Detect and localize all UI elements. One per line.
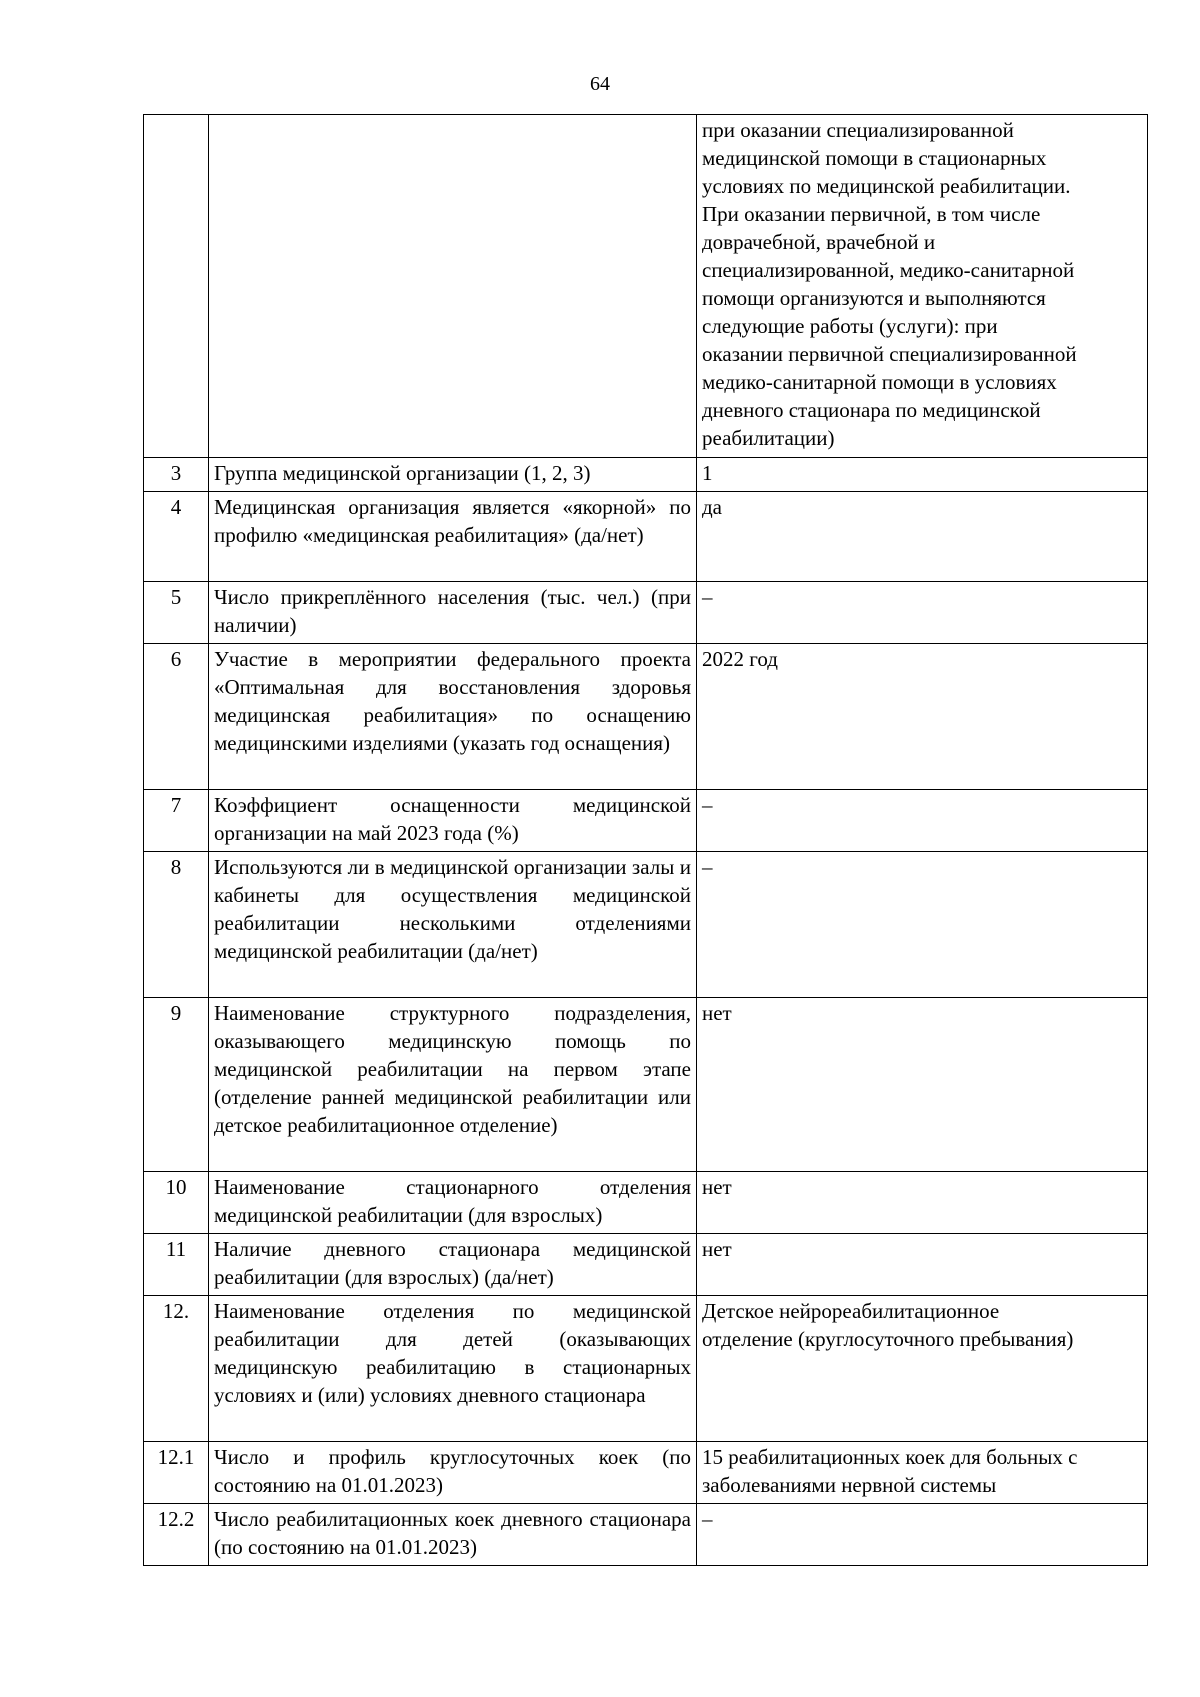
row-number: 7 — [144, 790, 209, 852]
parameter-cell — [209, 852, 697, 998]
value-text: – — [702, 1507, 713, 1531]
row-number: 5 — [144, 582, 209, 644]
value-cell — [697, 1296, 1148, 1442]
value-cell — [697, 458, 1148, 492]
value-cell — [697, 1442, 1148, 1504]
parameter-cell — [209, 998, 697, 1172]
row-number: 12. — [144, 1296, 209, 1442]
parameter-text: Используются ли в медицинской организации залы и кабинеты для осуществления медицинской реабилитации несколькими отделениями медицинской реабилитации (да/нет) — [214, 855, 691, 963]
table-row — [144, 1296, 1148, 1442]
table-row — [144, 790, 1148, 852]
parameter-text: Коэффициент оснащенности медицинской организации на май 2023 года (%) — [214, 793, 691, 845]
parameter-cell — [209, 1234, 697, 1296]
table-row — [144, 1504, 1148, 1566]
parameter-text: Число реабилитационных коек дневного стационара (по состоянию на 01.01.2023) — [214, 1507, 691, 1559]
value-text: нет — [702, 1237, 732, 1261]
parameter-cell — [209, 458, 697, 492]
row-number: 10 — [144, 1172, 209, 1234]
table-row — [144, 998, 1148, 1172]
row-number: 11 — [144, 1234, 209, 1296]
parameter-text: Наименование структурного подразделения, оказывающего медицинскую помощь по медицинской реабилитации на первом этапе (отделение ранней медицинской реабилитации или детское реабилитационное отделение) — [214, 1001, 691, 1137]
value-text: Детское нейрореабилитационное отделение (круглосуточного пребывания) — [702, 1299, 1074, 1351]
value-text: да — [702, 495, 723, 519]
value-text: нет — [702, 1175, 732, 1199]
parameter-cell — [209, 644, 697, 790]
row-number: 9 — [144, 998, 209, 1172]
value-text: – — [702, 793, 713, 817]
table-row — [144, 1234, 1148, 1296]
parameter-cell — [209, 790, 697, 852]
value-cell — [697, 1234, 1148, 1296]
value-cell — [697, 1172, 1148, 1234]
value-text: 1 — [702, 461, 713, 485]
parameter-text: Группа медицинской организации (1, 2, 3) — [214, 461, 591, 485]
parameter-text: Наличие дневного стационара медицинской реабилитации (для взрослых) (да/нет) — [214, 1237, 691, 1289]
table-row — [144, 644, 1148, 790]
parameter-text: Число прикреплённого населения (тыс. чел.) (при наличии) — [214, 585, 691, 637]
row-number — [144, 115, 209, 458]
value-text: – — [702, 585, 713, 609]
row-number: 8 — [144, 852, 209, 998]
parameter-cell — [209, 1504, 697, 1566]
value-text: 2022 год — [702, 647, 778, 671]
table-row — [144, 852, 1148, 998]
parameter-text: Число и профиль круглосуточных коек (по состоянию на 01.01.2023) — [214, 1445, 691, 1497]
table-row — [144, 1172, 1148, 1234]
table-row — [144, 492, 1148, 582]
page-number: 64 — [590, 73, 610, 95]
parameter-text: Наименование стационарного отделения медицинской реабилитации (для взрослых) — [214, 1175, 691, 1227]
parameter-text: Наименование отделения по медицинской реабилитации для детей (оказывающих медицинскую реабилитацию в стационарных условиях и (или) условиях дневного стационара — [214, 1299, 691, 1407]
value-cell — [697, 582, 1148, 644]
parameter-text: Участие в мероприятии федерального проекта «Оптимальная для восстановления здоровья медицинская реабилитация» по оснащению медицинскими изделиями (указать год оснащения) — [214, 647, 691, 755]
value-text: при оказании специализированной медицинской помощи в стационарных условиях по медицинской реабилитации. При оказании первичной, в том числе доврачебной, врачебной и специализированной, медико-санитарной помощи организуются и выполняются следующие работы (услуги): при оказании первичной специализированной медико-санитарной помощи в условиях дневного стационара по медицинской реабилитации) — [702, 118, 1077, 450]
parameter-cell — [209, 582, 697, 644]
parameter-cell — [209, 115, 697, 458]
value-cell — [697, 644, 1148, 790]
parameter-cell — [209, 1296, 697, 1442]
row-number: 6 — [144, 644, 209, 790]
table-row — [144, 582, 1148, 644]
table-row — [144, 458, 1148, 492]
row-number: 3 — [144, 458, 209, 492]
value-text: 15 реабилитационных коек для больных с заболеваниями нервной системы — [702, 1445, 1078, 1497]
table-row — [144, 115, 1148, 458]
row-number: 4 — [144, 492, 209, 582]
row-number: 12.2 — [144, 1504, 209, 1566]
value-cell — [697, 115, 1148, 458]
value-cell — [697, 790, 1148, 852]
table-row — [144, 1442, 1148, 1504]
parameter-text: Медицинская организация является «якорной» по профилю «медицинская реабилитация» (да/нет) — [214, 495, 691, 547]
parameter-cell — [209, 492, 697, 582]
parameter-cell — [209, 1172, 697, 1234]
value-text: – — [702, 855, 713, 879]
value-cell — [697, 998, 1148, 1172]
parameter-cell — [209, 1442, 697, 1504]
value-cell — [697, 1504, 1148, 1566]
value-text: нет — [702, 1001, 732, 1025]
data-table — [143, 114, 1148, 1566]
value-cell — [697, 852, 1148, 998]
value-cell — [697, 492, 1148, 582]
row-number: 12.1 — [144, 1442, 209, 1504]
